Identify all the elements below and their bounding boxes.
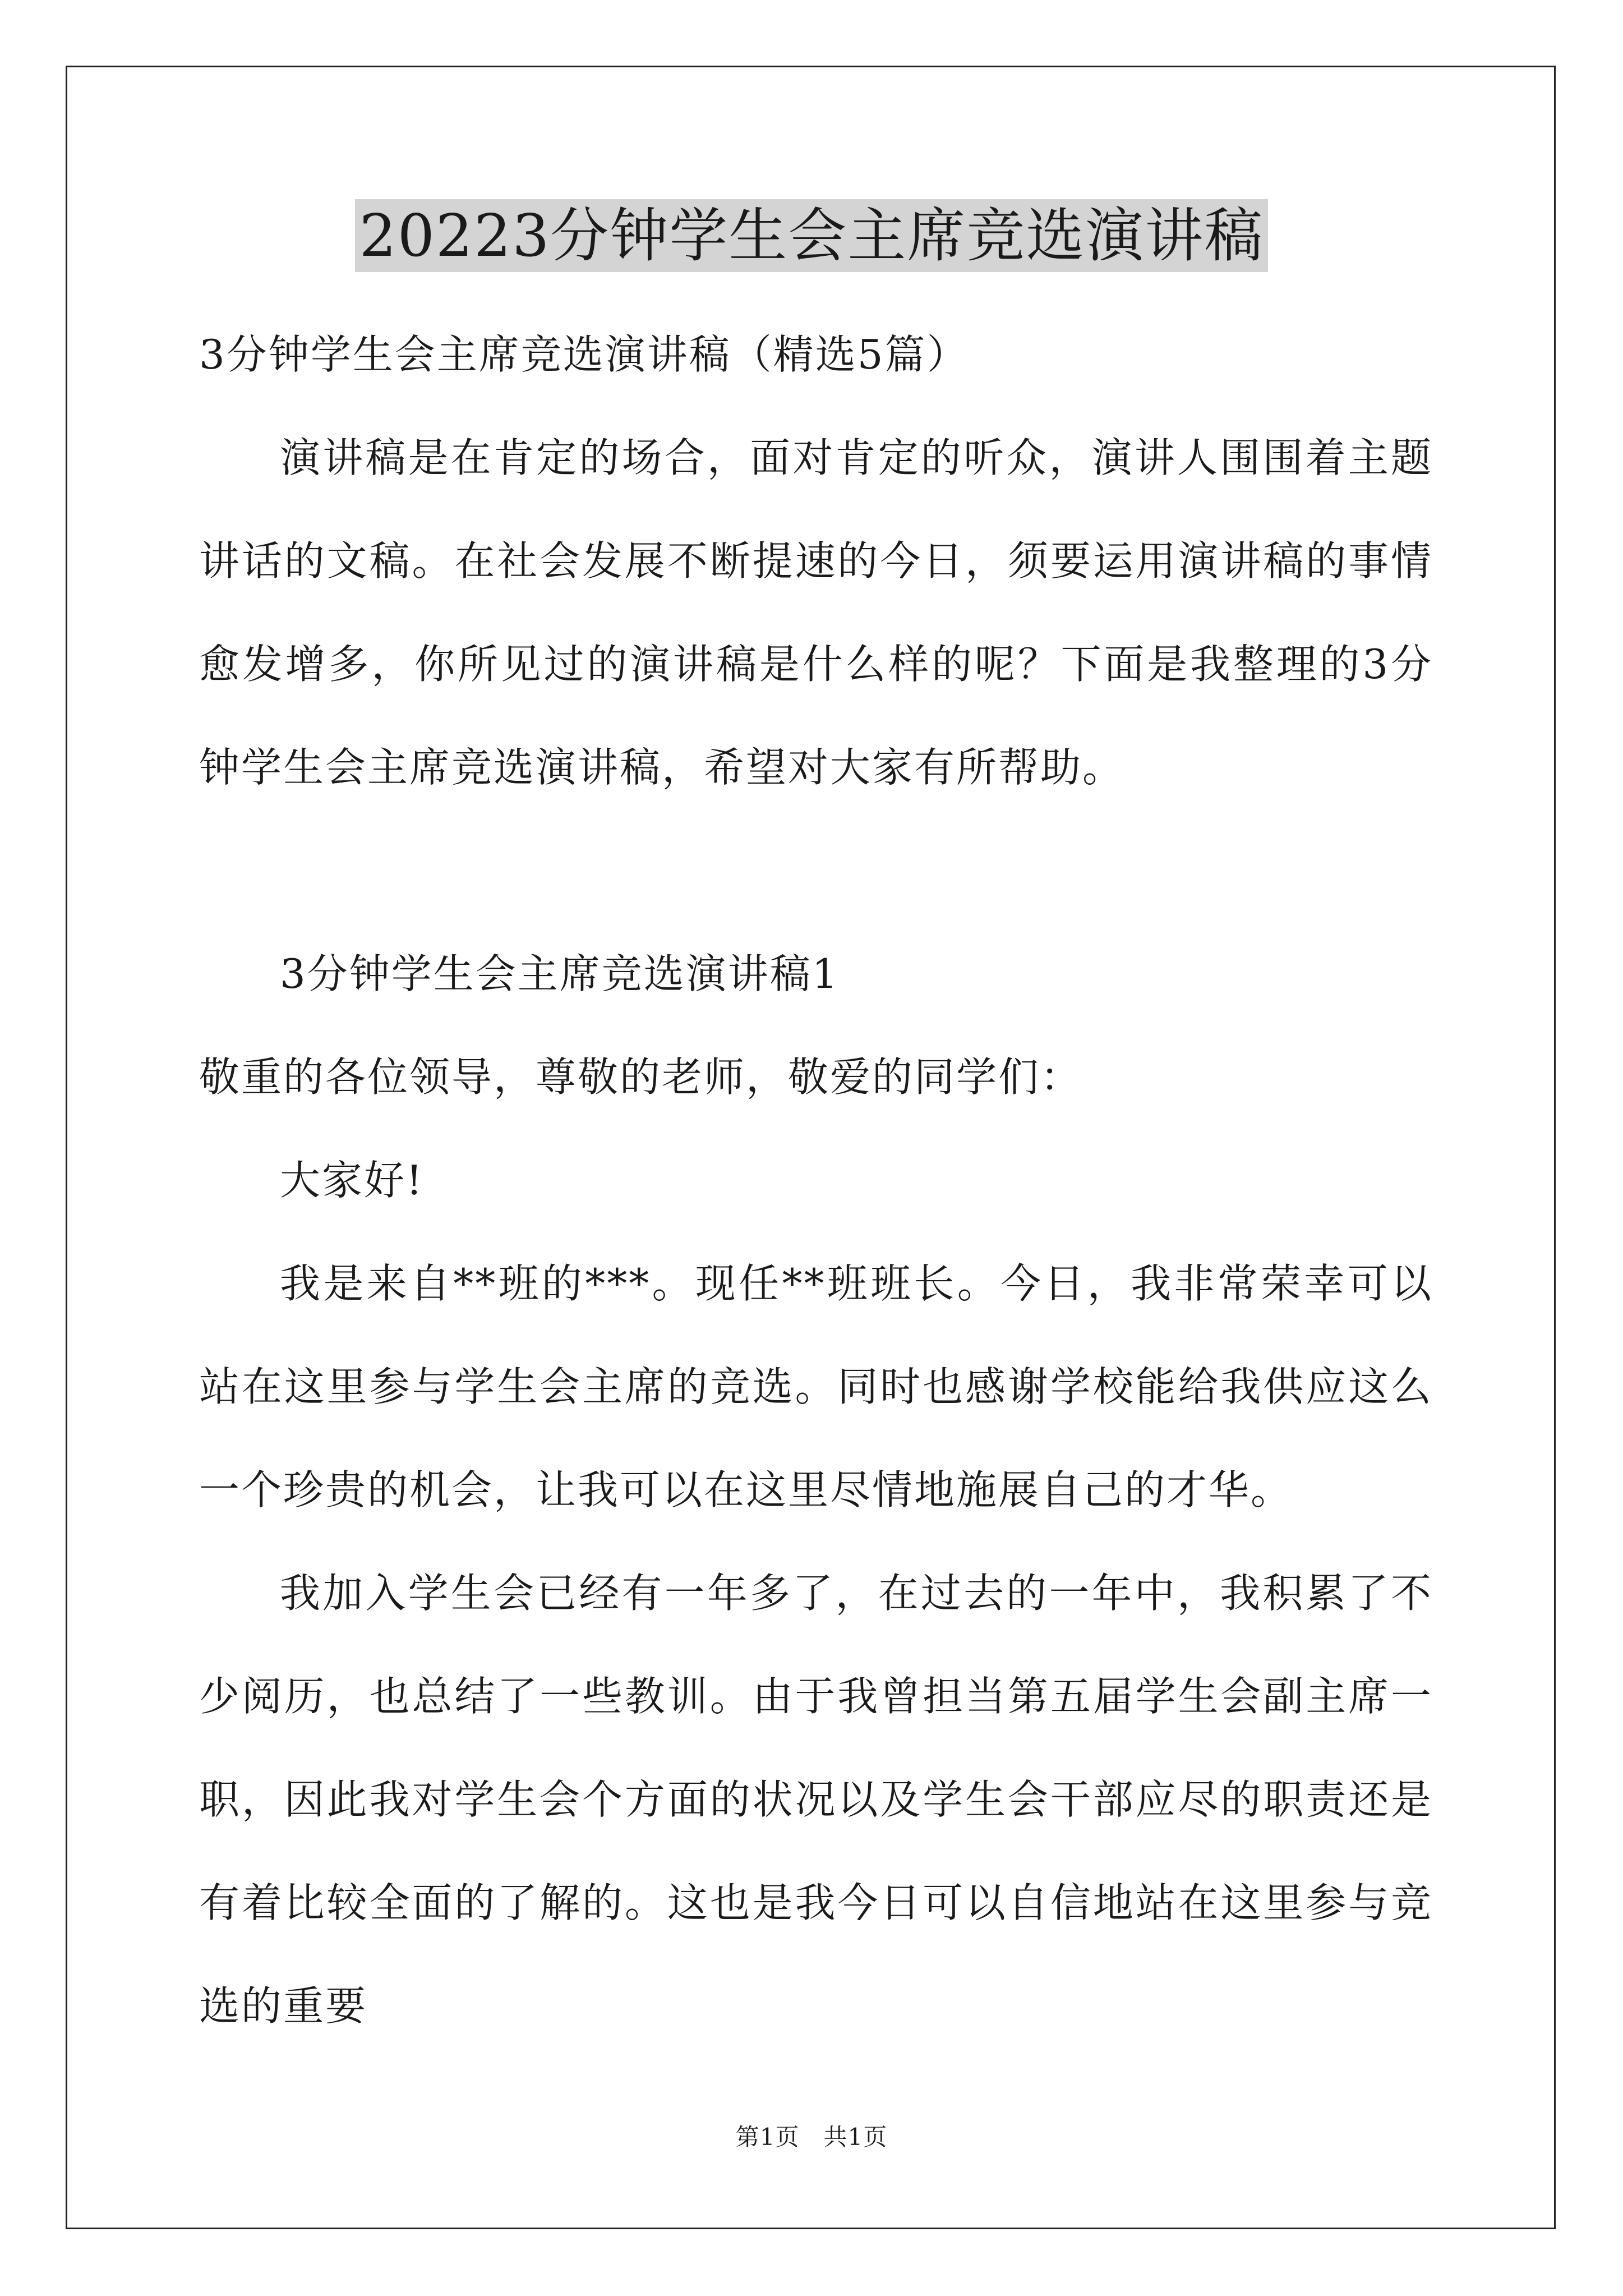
salutation: 敬重的各位领导，尊敬的老师，敬爱的同学们：: [199, 1053, 1083, 1101]
document-title: [0, 196, 1623, 275]
greeting: 大家好!: [280, 1157, 424, 1204]
document-subtitle: 3分钟学生会主席竞选演讲稿（精选5篇）: [199, 331, 969, 378]
body-paragraph-1: 我是来自**班的***。现任**班班长。今日，我非常荣幸可以站在这里参与学生会主席的竞选。同时也感谢学校能给我供应这么一个珍贵的机会，让我可以在这里尽情地施展自己的才华。: [199, 1260, 1433, 1513]
paragraph-spacer: [199, 819, 1433, 922]
document-body: [199, 303, 1433, 2058]
document-title-text: 20223分钟学生会主席竞选演讲稿: [355, 199, 1269, 272]
page-number: 第1页 共1页: [735, 2123, 888, 2151]
body-paragraph-2: 我加入学生会已经有一年多了，在过去的一年中，我积累了不少阅历，也总结了一些教训。由于我曾担当第五届学生会副主席一职，因此我对学生会个方面的状况以及学生会干部应尽的职责还是有着比较全面的了解的。这也是我今日可以自信地站在这里参与竞选的重要: [199, 1570, 1433, 2030]
intro-paragraph: 演讲稿是在肯定的场合，面对肯定的听众，演讲人围围着主题讲话的文稿。在社会发展不断提速的今日，须要运用演讲稿的事情愈发增多，你所见过的演讲稿是什么样的呢？下面是我整理的3分钟学生会主席竞选演讲稿，希望对大家有所帮助。: [199, 434, 1433, 791]
section-heading: 3分钟学生会主席竞选演讲稿1: [280, 950, 840, 997]
